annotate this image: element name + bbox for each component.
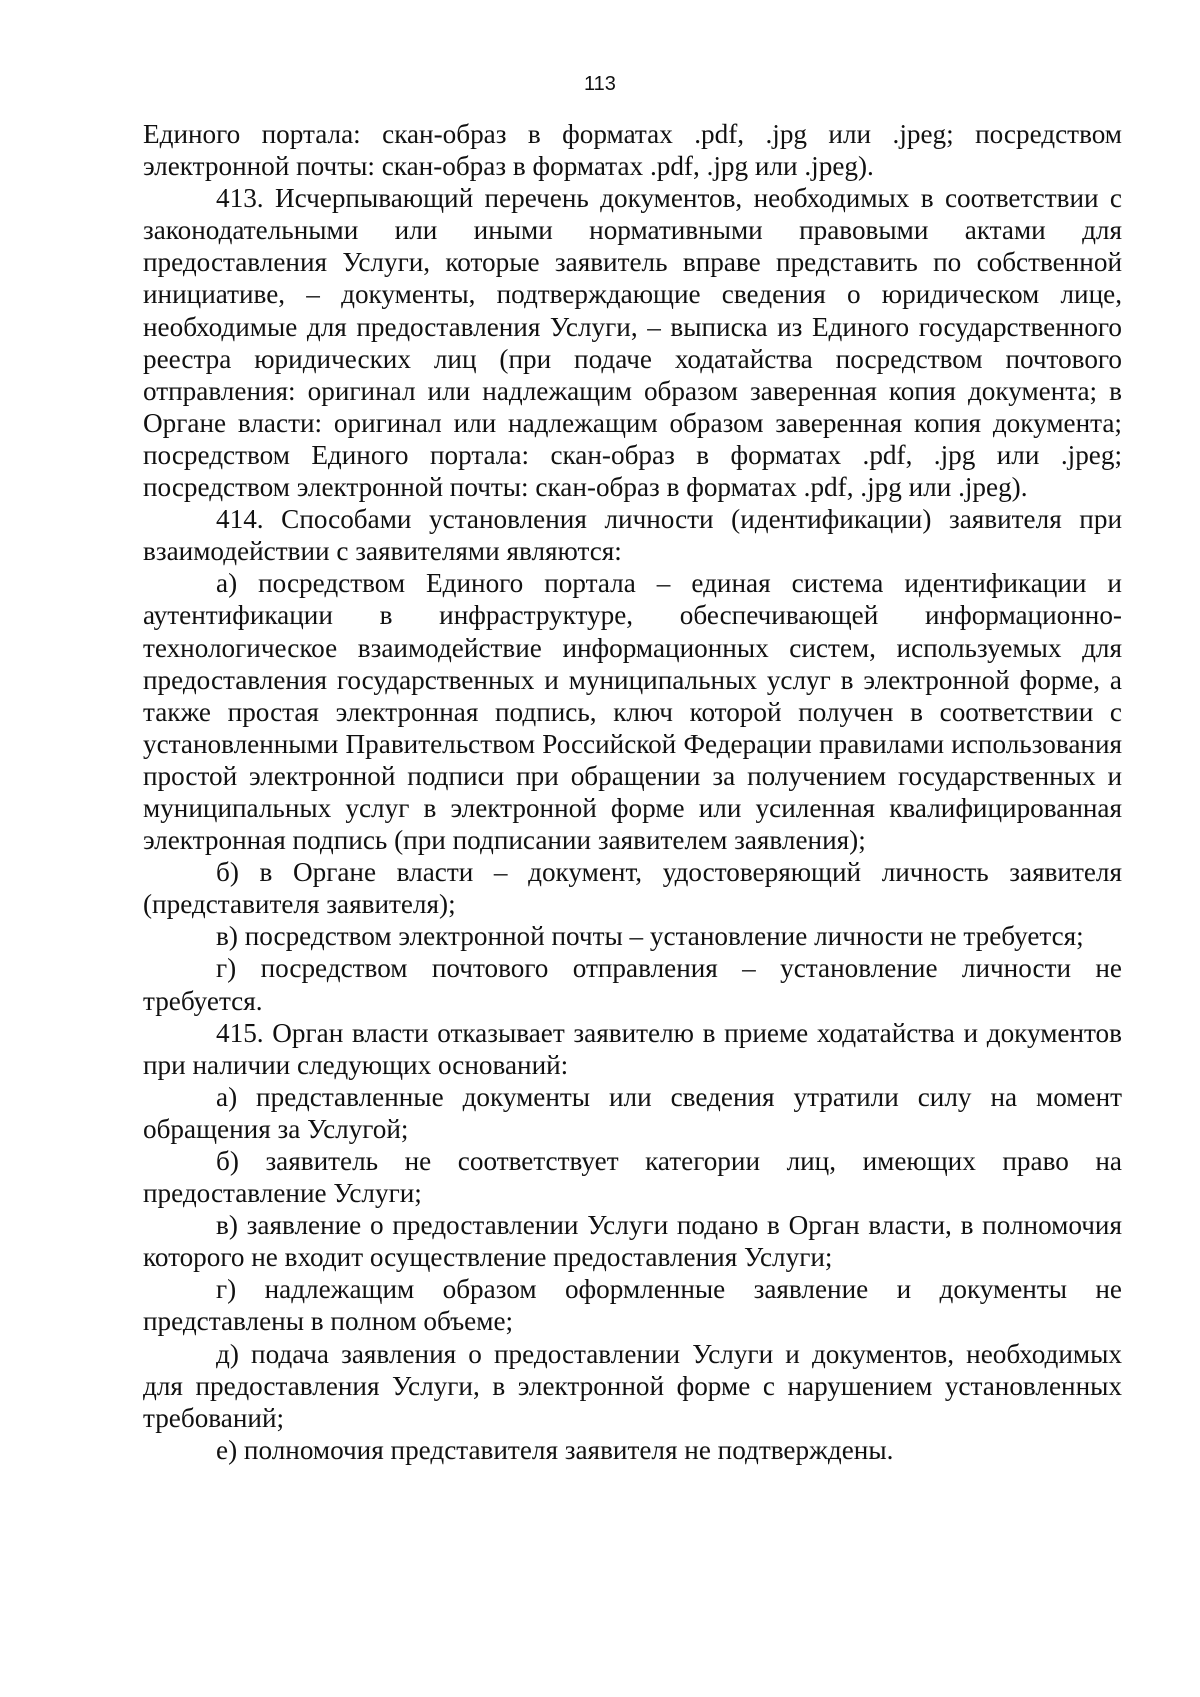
paragraph-414: 414. Способами установления личности (идентификации) заявителя при взаимодействии с заявителями являются: (143, 504, 1122, 567)
paragraph-415: 415. Орган власти отказывает заявителю в приеме ходатайства и документов при наличии следующих оснований: (143, 1017, 1122, 1080)
paragraph-414-v: в) посредством электронной почты – установление личности не требуется; (216, 921, 1084, 952)
paragraph-415-b: б) заявитель не соответствует категории лиц, имеющих право на предоставление Услуги; (143, 1146, 1122, 1209)
document-body (143, 118, 1122, 1466)
paragraph-415-d: д) подача заявления о предоставлении Услуги и документов, необходимых для предоставления Услуги, в электронной форме с нарушением установленных требований; (143, 1338, 1122, 1433)
paragraph-415-g: г) надлежащим образом оформленные заявление и документы не представлены в полном объеме; (143, 1274, 1122, 1337)
paragraph-415-v: в) заявление о предоставлении Услуги подано в Орган власти, в полномочия которого не входит осуществление предоставления Услуги; (143, 1210, 1122, 1273)
paragraph-415-e: е) полномочия представителя заявителя не подтверждены. (216, 1434, 894, 1465)
paragraph-portal-formats: Единого портала: скан-образ в форматах .pdf, .jpg или .jpeg; посредством электронной почты: скан-образ в форматах .pdf, .jpg или .jpeg). (143, 119, 1122, 182)
paragraph-414-b: б) в Органе власти – документ, удостоверяющий личность заявителя (представителя заявителя); (143, 857, 1122, 920)
paragraph-413: 413. Исчерпывающий перечень документов, необходимых в соответствии с законодательными или иными нормативными правовыми актами для предоставления Услуги, которые заявитель вправе представить по собственной инициативе, – документы, подтверждающие сведения о юридическом лице, необходимые для предоставления Услуги, – выписка из Единого государственного реестра юридических лиц (при подаче ходатайства посредством почтового отправления: оригинал или надлежащим образом заверенная копия документа; в Органе власти: оригинал или надлежащим образом заверенная копия документа; посредством Единого портала: скан-образ в форматах .pdf, .jpg или .jpeg; посредством электронной почты: скан-образ в форматах .pdf, .jpg или .jpeg). (143, 183, 1122, 503)
paragraph-414-a: а) посредством Единого портала – единая система идентификации и аутентификации в инфраструктуре, обеспечивающей информационно-технологическое взаимодействие информационных систем, используемых для предоставления государственных и муниципальных услуг в электронной форме, а также простая электронная подпись, ключ которой получен в соответствии с установленными Правительством Российской Федерации правилами использования простой электронной подписи при обращении за получением государственных и муниципальных услуг в электронной форме или усиленная квалифицированная электронная подпись (при подписании заявителем заявления); (143, 568, 1122, 856)
paragraph-414-g: г) посредством почтового отправления – установление личности не требуется. (143, 953, 1122, 1016)
page-number: 113 (584, 73, 616, 95)
paragraph-415-a: а) представленные документы или сведения утратили силу на момент обращения за Услугой; (143, 1081, 1122, 1144)
